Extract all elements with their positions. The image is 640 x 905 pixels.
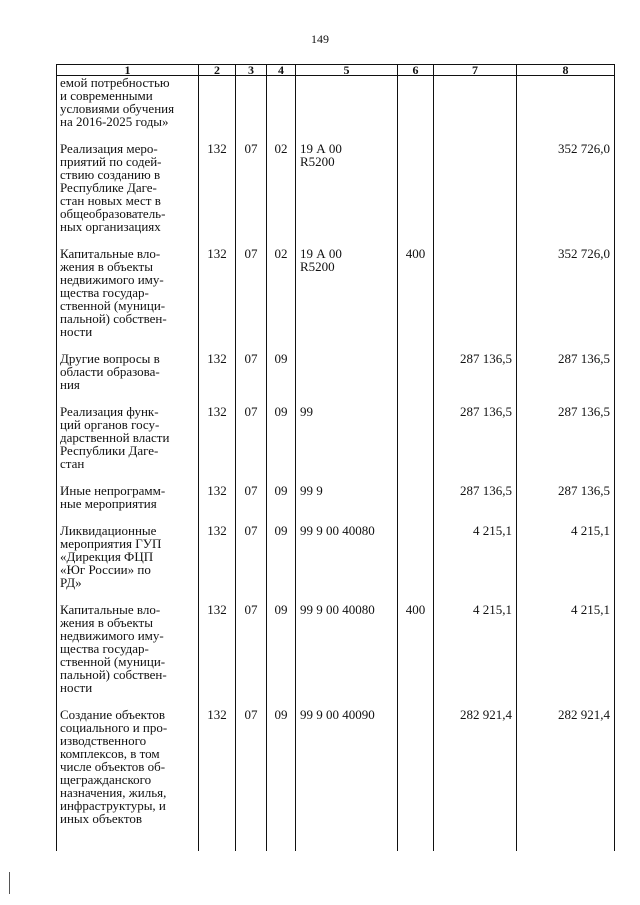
name_lines-line: ные мероприятия: [60, 496, 157, 511]
page-number: 149: [311, 32, 329, 46]
amount-col7-cell: 282 921,4: [434, 694, 517, 825]
name_lines-line: дарственной власти: [60, 430, 170, 445]
name_lines-line: ности: [60, 324, 93, 339]
table-row: [57, 76, 615, 129]
name_lines-line: щества государ-: [60, 641, 149, 656]
section-code-cell: 07: [236, 589, 267, 694]
expense-name-cell: [57, 76, 199, 129]
expense-type-cell: [398, 391, 434, 470]
subsection-code-cell: 02: [267, 233, 296, 338]
budget-table: [56, 64, 615, 851]
name_lines-line: общеобразователь-: [60, 206, 166, 221]
name_lines-line: ственной (муници-: [60, 654, 166, 669]
name_lines-line: Ликвидационные: [60, 523, 157, 538]
name_lines-line: Капитальные вло-: [60, 602, 161, 617]
ministry-code-cell: 132: [199, 233, 236, 338]
target-article-cell: [296, 76, 398, 129]
subsection-code-cell: 09: [267, 589, 296, 694]
expense-name-cell: [57, 233, 199, 338]
table-row: [57, 338, 615, 391]
expense-name-cell: [57, 589, 199, 694]
name_lines-line: Другие вопросы в: [60, 351, 160, 366]
subsection-code-cell: 09: [267, 694, 296, 825]
amount-col8-cell: 287 136,5: [517, 391, 615, 470]
header-row: [57, 65, 615, 76]
name_lines-line: недвижимого иму-: [60, 628, 164, 643]
table-filler-row: [57, 825, 615, 851]
c5_lines-line: 19 А 00: [300, 246, 342, 261]
amount-col8-cell: 282 921,4: [517, 694, 615, 825]
expense-type-cell: 400: [398, 589, 434, 694]
target-article-cell: [296, 470, 398, 510]
name_lines-line: приятий по содей-: [60, 154, 162, 169]
subsection-code-cell: [267, 76, 296, 129]
expense-name-cell: [57, 510, 199, 589]
table-body: [57, 76, 615, 852]
name_lines-line: мероприятия ГУП: [60, 536, 162, 551]
expense-type-cell: [398, 510, 434, 589]
expense-type-cell: 400: [398, 233, 434, 338]
target-article-cell: [296, 233, 398, 338]
header-cell: 5: [296, 65, 398, 76]
amount-col7-cell: 287 136,5: [434, 338, 517, 391]
name_lines-line: социального и про-: [60, 720, 168, 735]
name_lines-line: и современными: [60, 88, 153, 103]
name_lines-line: ственной (муници-: [60, 298, 166, 313]
section-code-cell: 07: [236, 233, 267, 338]
amount-col8-cell: 352 726,0: [517, 233, 615, 338]
name_lines-line: щегражданского: [60, 772, 152, 787]
expense-type-cell: [398, 470, 434, 510]
name_lines-line: иных объектов: [60, 811, 142, 826]
empty-cell: [434, 825, 517, 851]
amount-col7-cell: [434, 128, 517, 233]
empty-cell: [199, 825, 236, 851]
ministry-code-cell: 132: [199, 589, 236, 694]
name_lines-line: недвижимого иму-: [60, 272, 164, 287]
subsection-code-cell: 09: [267, 510, 296, 589]
name_lines-line: области образова-: [60, 364, 160, 379]
name_lines-line: Иные непрограмм-: [60, 483, 166, 498]
c5_lines-line: 99 9 00 40080: [300, 523, 375, 538]
expense-name-cell: [57, 128, 199, 233]
ministry-code-cell: 132: [199, 338, 236, 391]
name_lines-line: РД»: [60, 575, 82, 590]
target-article-cell: [296, 694, 398, 825]
name_lines-line: ствию созданию в: [60, 167, 161, 182]
ministry-code-cell: 132: [199, 128, 236, 233]
target-article-cell: [296, 391, 398, 470]
name_lines-line: инфраструктуры, и: [60, 798, 166, 813]
name_lines-line: емой потребностью: [60, 75, 170, 90]
subsection-code-cell: 09: [267, 470, 296, 510]
c5_lines-line: 99 9: [300, 483, 323, 498]
name_lines-line: стан новых мест в: [60, 193, 161, 208]
expense-name-cell: [57, 391, 199, 470]
c5_lines-line: 99 9 00 40090: [300, 707, 375, 722]
name_lines-line: Капитальные вло-: [60, 246, 161, 261]
amount-col7-cell: 287 136,5: [434, 470, 517, 510]
ministry-code-cell: 132: [199, 391, 236, 470]
empty-cell: [296, 825, 398, 851]
empty-cell: [517, 825, 615, 851]
expense-name-cell: [57, 694, 199, 825]
section-code-cell: [236, 76, 267, 129]
name_lines-line: ных организациях: [60, 219, 161, 234]
section-code-cell: 07: [236, 338, 267, 391]
name_lines-line: жения в объекты: [60, 259, 153, 274]
expense-type-cell: [398, 76, 434, 129]
empty-cell: [398, 825, 434, 851]
empty-cell: [236, 825, 267, 851]
target-article-cell: [296, 128, 398, 233]
c5_lines-line: 99 9 00 40080: [300, 602, 375, 617]
expense-type-cell: [398, 128, 434, 233]
name_lines-line: ности: [60, 680, 93, 695]
name_lines-line: ния: [60, 377, 80, 392]
amount-col8-cell: 287 136,5: [517, 470, 615, 510]
c5_lines-line: R5200: [300, 259, 335, 274]
table-row: [57, 510, 615, 589]
name_lines-line: на 2016-2025 годы»: [60, 114, 169, 129]
margin-mark: [9, 872, 10, 894]
c5_lines-line: 99: [300, 404, 313, 419]
subsection-code-cell: 02: [267, 128, 296, 233]
name_lines-line: ций органов госу-: [60, 417, 160, 432]
amount-col8-cell: 352 726,0: [517, 128, 615, 233]
amount-col7-cell: [434, 233, 517, 338]
amount-col8-cell: [517, 76, 615, 129]
section-code-cell: 07: [236, 510, 267, 589]
c5_lines-line: 19 А 00: [300, 141, 342, 156]
ministry-code-cell: [199, 76, 236, 129]
amount-col7-cell: 4 215,1: [434, 589, 517, 694]
table-row: [57, 694, 615, 825]
amount-col8-cell: 287 136,5: [517, 338, 615, 391]
amount-col8-cell: 4 215,1: [517, 589, 615, 694]
table-row: [57, 233, 615, 338]
table-row: [57, 470, 615, 510]
name_lines-line: пальной) собствен-: [60, 667, 167, 682]
amount-col7-cell: 287 136,5: [434, 391, 517, 470]
header-cell: 8: [517, 65, 615, 76]
section-code-cell: 07: [236, 128, 267, 233]
section-code-cell: 07: [236, 694, 267, 825]
target-article-cell: [296, 589, 398, 694]
name_lines-line: числе объектов об-: [60, 759, 166, 774]
name_lines-line: условиями обучения: [60, 101, 175, 116]
expense-type-cell: [398, 338, 434, 391]
name_lines-line: Создание объектов: [60, 707, 165, 722]
expense-name-cell: [57, 470, 199, 510]
subsection-code-cell: 09: [267, 338, 296, 391]
name_lines-line: щества государ-: [60, 285, 149, 300]
name_lines-line: комплексов, в том: [60, 746, 160, 761]
name_lines-line: Республики Даге-: [60, 443, 159, 458]
header-cell: 7: [434, 65, 517, 76]
name_lines-line: Реализация функ-: [60, 404, 159, 419]
ministry-code-cell: 132: [199, 510, 236, 589]
target-article-cell: [296, 510, 398, 589]
expense-type-cell: [398, 694, 434, 825]
name_lines-line: Реализация меро-: [60, 141, 158, 156]
name_lines-line: стан: [60, 456, 85, 471]
subsection-code-cell: 09: [267, 391, 296, 470]
name_lines-line: жения в объекты: [60, 615, 153, 630]
ministry-code-cell: 132: [199, 470, 236, 510]
header-cell: 6: [398, 65, 434, 76]
table-row: [57, 128, 615, 233]
name_lines-line: Республике Даге-: [60, 180, 157, 195]
name_lines-line: пальной) собствен-: [60, 311, 167, 326]
name_lines-line: «Дирекция ФЦП: [60, 549, 154, 564]
target-article-cell: [296, 338, 398, 391]
section-code-cell: 07: [236, 391, 267, 470]
name_lines-line: назначения, жилья,: [60, 785, 167, 800]
header-cell: 1: [57, 65, 199, 76]
amount-col7-cell: 4 215,1: [434, 510, 517, 589]
c5_lines-line: R5200: [300, 154, 335, 169]
amount-col7-cell: [434, 76, 517, 129]
header-cell: 2: [199, 65, 236, 76]
section-code-cell: 07: [236, 470, 267, 510]
table-row: [57, 589, 615, 694]
header-cell: 4: [267, 65, 296, 76]
name_lines-line: «Юг России» по: [60, 562, 151, 577]
empty-cell: [57, 825, 199, 851]
header-cell: 3: [236, 65, 267, 76]
expense-name-cell: [57, 338, 199, 391]
empty-cell: [267, 825, 296, 851]
table-row: [57, 391, 615, 470]
ministry-code-cell: 132: [199, 694, 236, 825]
name_lines-line: изводственного: [60, 733, 147, 748]
amount-col8-cell: 4 215,1: [517, 510, 615, 589]
